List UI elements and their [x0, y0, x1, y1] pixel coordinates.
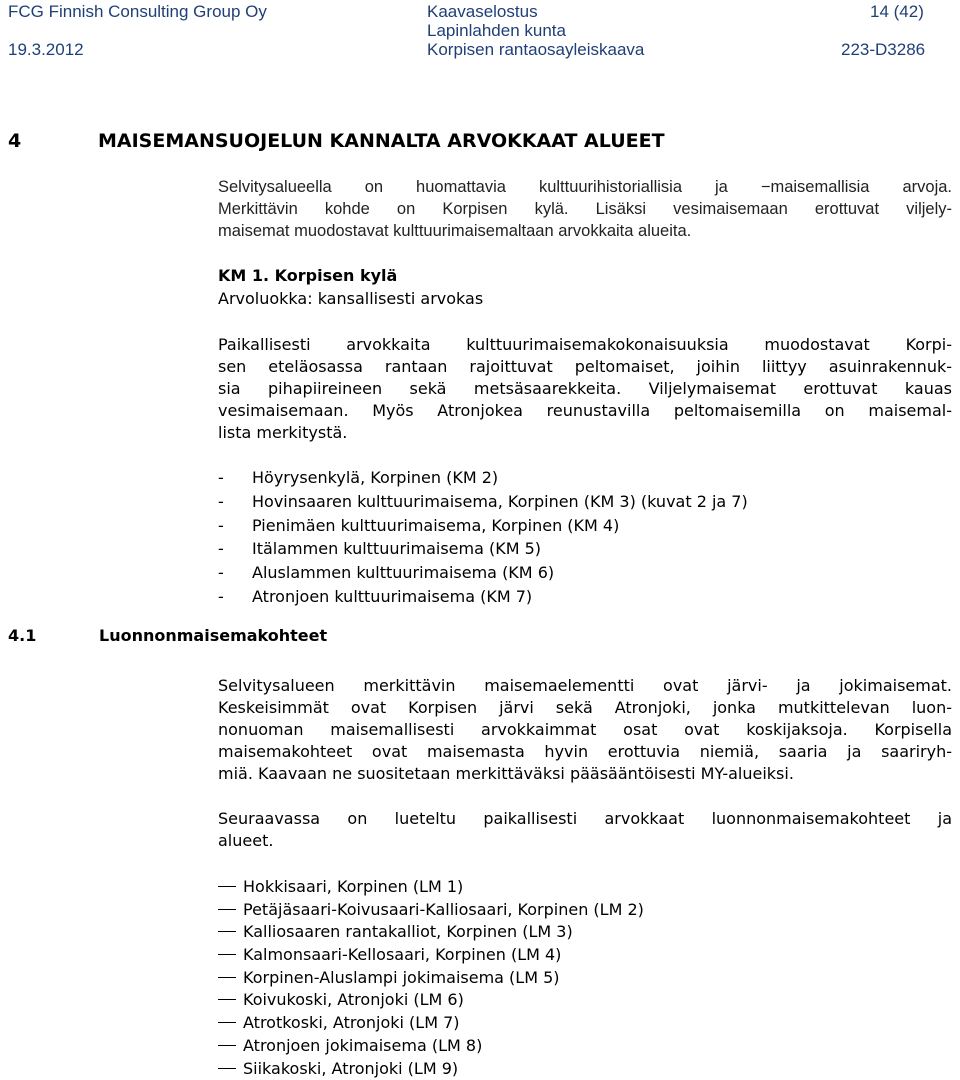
section-41-paragraph-1 — [218, 675, 952, 785]
dash-marker — [218, 909, 236, 910]
intro-line: Merkittävin kohde on Korpisen kylä. Lisäksi vesimaisemaan erottuvat viljely- — [218, 198, 952, 220]
list-item: - Höyrysenkylä, Korpinen (KM 2) — [218, 466, 748, 490]
list-item: - Atronjoen kulttuurimaisema (KM 7) — [218, 585, 748, 609]
dash-marker: - — [218, 466, 252, 490]
list-item: Koivukoski, Atronjoki (LM 6) — [218, 989, 644, 1012]
list-item: Kalliosaaren rantakalliot, Korpinen (LM 3) — [218, 921, 644, 944]
km1-value-class: Arvoluokka: kansallisesti arvokas — [218, 289, 483, 308]
header-company: FCG Finnish Consulting Group Oy — [8, 2, 267, 22]
km1-description-line: Paikallisesti arvokkaita kulttuurimaisemakokonaisuuksia muodostavat Korpi- — [218, 334, 952, 356]
dash-marker — [218, 954, 236, 955]
list-item: - Aluslammen kulttuurimaisema (KM 6) — [218, 561, 748, 585]
dash-marker: - — [218, 537, 252, 561]
dash-marker — [218, 1068, 236, 1069]
km1-description-line: sen eteläosassa rantaan rajoittuvat peltomaiset, joihin liittyy asuinrakennuk- — [218, 356, 952, 378]
header-page-number: 14 (42) — [870, 2, 924, 22]
list-item: Hokkisaari, Korpinen (LM 1) — [218, 876, 644, 899]
header-plan-name: Korpisen rantaosayleiskaava — [427, 40, 644, 60]
dash-marker — [218, 931, 236, 932]
km1-title: KM 1. Korpisen kylä — [218, 266, 397, 285]
dash-marker: - — [218, 585, 252, 609]
km1-description-line: vesimaisemaan. Myös Atronjokea reunustavilla peltomaisemilla on maisemal- — [218, 400, 952, 422]
km1-description — [218, 334, 952, 444]
list-item: Korpinen-Aluslampi jokimaisema (LM 5) — [218, 967, 644, 990]
section-4-title: MAISEMANSUOJELUN KANNALTA ARVOKKAAT ALUEET — [98, 130, 665, 152]
paragraph-line: maisemakohteet ovat maisemasta hyvin erottuvia niemiä, saaria ja saariryh- — [218, 741, 952, 763]
km1-description-line: sia pihapiireineen sekä metsäsaarekkeita. Viljelymaisemat erottuvat kauas — [218, 378, 952, 400]
km1-description-line: lista merkitystä. — [218, 422, 952, 444]
dash-marker: - — [218, 561, 252, 585]
paragraph-line: Selvitysalueen merkittävin maisemaelementti ovat järvi- ja jokimaisemat. — [218, 675, 952, 697]
header-municipality: Lapinlahden kunta — [427, 21, 566, 41]
dash-marker — [218, 1022, 236, 1023]
lm-list — [218, 876, 644, 1080]
dash-marker — [218, 886, 236, 887]
dash-marker — [218, 999, 236, 1000]
list-item: - Hovinsaaren kulttuurimaisema, Korpinen (KM 3) (kuvat 2 ja 7) — [218, 490, 748, 514]
header-project-code: 223-D3286 — [841, 40, 925, 60]
intro-line: Selvitysalueella on huomattavia kulttuurihistoriallisia ja −maisemallisia arvoja. — [218, 176, 952, 198]
list-item: - Pienimäen kulttuurimaisema, Korpinen (KM 4) — [218, 514, 748, 538]
section-4-number: 4 — [8, 130, 98, 152]
dash-marker — [218, 977, 236, 978]
km-list — [218, 466, 748, 609]
paragraph-line: Seuraavassa on lueteltu paikallisesti arvokkaat luonnonmaisemakohteet ja — [218, 808, 952, 830]
list-item: Siikakoski, Atronjoki (LM 9) — [218, 1058, 644, 1080]
section-41-number: 4.1 — [8, 626, 99, 645]
list-item: Petäjäsaari-Koivusaari-Kalliosaari, Korpinen (LM 2) — [218, 899, 644, 922]
list-item: Atrotkoski, Atronjoki (LM 7) — [218, 1012, 644, 1035]
list-item: Kalmonsaari-Kellosaari, Korpinen (LM 4) — [218, 944, 644, 967]
list-item: Atronjoen jokimaisema (LM 8) — [218, 1035, 644, 1058]
paragraph-line: nonuoman maisemallisesti arvokkaimmat osat ovat koskijaksoja. Korpisella — [218, 719, 952, 741]
paragraph-line: miä. Kaavaan ne suositetaan merkittäväksi pääsääntöisesti MY-alueiksi. — [218, 763, 952, 785]
dash-marker: - — [218, 514, 252, 538]
list-item: - Itälammen kulttuurimaisema (KM 5) — [218, 537, 748, 561]
header-date: 19.3.2012 — [8, 40, 84, 60]
section-41-heading — [8, 626, 327, 645]
dash-marker: - — [218, 490, 252, 514]
section-4-intro — [218, 176, 952, 242]
header-doc-type: Kaavaselostus — [427, 2, 538, 22]
section-41-paragraph-2 — [218, 808, 952, 852]
section-41-title: Luonnonmaisemakohteet — [99, 626, 327, 645]
paragraph-line: Keskeisimmät ovat Korpisen järvi sekä Atronjoki, jonka mutkittelevan luon- — [218, 697, 952, 719]
paragraph-line: alueet. — [218, 830, 952, 852]
dash-marker — [218, 1045, 236, 1046]
section-4-heading — [8, 130, 665, 152]
intro-line: maisemat muodostavat kulttuurimaisemaltaan arvokkaita alueita. — [218, 220, 952, 242]
